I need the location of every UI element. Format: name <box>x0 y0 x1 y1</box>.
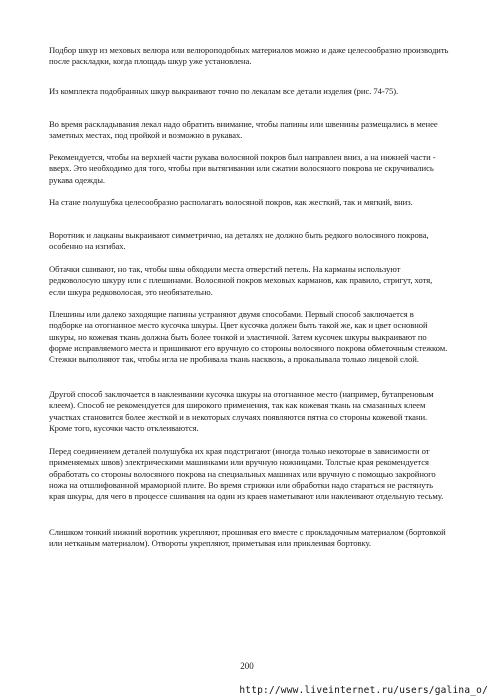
paragraph-10: Перед соединением деталей полушубка их края подстригают (иногда только некоторые в зависимости от применяемых швов) электрическими машинками или вручную ножницами. Толстые края рекомендуется обработать со стороны волосяного покрова на специальных машинах или вручную с помощью закройного ножа на отшлифованной мраморной плите. Во время стрижки или обработки надо стараться не растянуть края шкуры, для чего в процессе сшивания на один из краев наметывают или наклеивают отдельную тесьму. <box>49 446 444 502</box>
paragraph-8: Плешины или далеко заходящие папины устраняют двумя способами. Первый способ заключается в подборке на отогнанное место кусочка шкуры. Цвет кусочка должен быть такой же, как и цвет основной шкуры, но кожевая ткань должна быть более тонкой и эластичной. Затем кусочек шкуры выкраивают по форме исправляемого места и пришивают его вручную со стороны волосяного покрова обметочным стежком. Стежки выполняют так, чтобы игла не пробивала ткань насквозь, а прокалывала только лицевой слой. <box>49 309 448 365</box>
page-number: 200 <box>240 661 254 671</box>
paragraph-7: Обтачки сшивают, но так, чтобы швы обходили места отверстий петель. На карманы используют редковолосую шкуру или с плешинами. Волосяной покров меховых карманов, как правило, стригут, хотя, если шкура редковолосая, это необязательно. <box>49 264 433 297</box>
paragraph-2: Из комплекта подобранных шкур выкраивают точно по лекалам все детали изделия (рис. 74-75). <box>49 86 399 96</box>
footer-url[interactable]: http://www.liveinternet.ru/users/galina_o/ <box>239 685 488 696</box>
paragraph-11: Слишком тонкий нижний воротник укрепляют, прошивая его вместе с прокладочным материалом (бортовкой или нетканым материалом). Отвороты укрепляют, приметывая или приклеивая бортовку. <box>49 527 446 549</box>
paragraph-9: Другой способ заключается в наклеивании кусочка шкуры на отогнанное место (например, бутапреновым клеем). Способ не рекомендуется для широкого применения, так как кожевая ткань на смазанных клеем участках становится более жесткой и в некоторых случаях появляются пятна со стороны кожевой ткани. Кроме того, кусочки часто отклеиваются. <box>49 389 434 433</box>
paragraph-5: На стане полушубка целесообразно располагать волосяной покров, как жесткий, так и мягкий, вниз. <box>49 197 413 207</box>
paragraph-1: Подбор шкур из меховых велюра или велюроподобных материалов можно и даже целесообразно производить после раскладки, когда площадь шкур уже установлена. <box>49 45 449 67</box>
paragraph-4: Рекомендуется, чтобы на верхней части рукава волосяной покров был направлен вниз, а на нижней части - вверх. Это необходимо для того, чтобы при вытягивании или сжатии волосяного покрова не скручивались рукава одежды. <box>49 152 436 185</box>
paragraph-3: Во время раскладывания лекал надо обратить внимание, чтобы папины или швенины размещались в менее заметных местах, под пройкой и возможно в рукавах. <box>49 119 438 141</box>
paragraph-6: Воротник и лацканы выкраивают симметрично, на деталях не должно быть редкого волосяного покрова, особенно на изгибах. <box>49 230 429 252</box>
